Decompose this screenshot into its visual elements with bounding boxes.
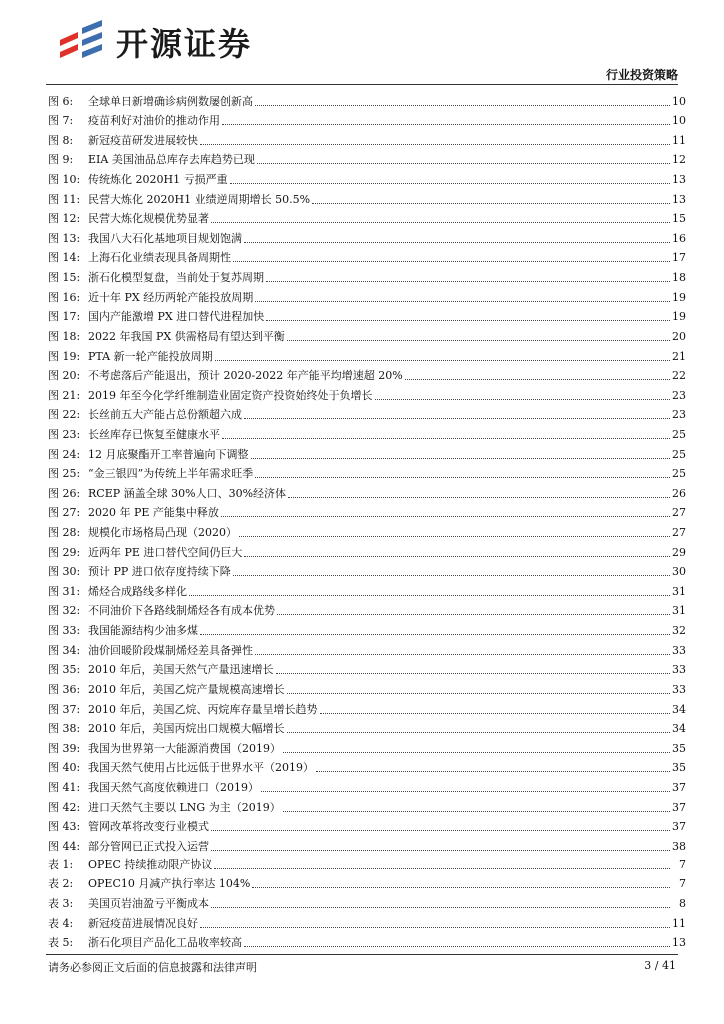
table-entry-label: 表 4:: [48, 916, 74, 930]
figure-entry-label: 图 6:: [48, 94, 74, 108]
dot-leader: [276, 673, 671, 674]
dot-leader: [214, 868, 670, 869]
table-entry-page: 13: [672, 936, 686, 950]
figure-entry[interactable]: [48, 403, 686, 423]
table-entry-label: 表 2:: [48, 877, 74, 891]
figure-entry[interactable]: [48, 364, 686, 384]
dot-leader: [233, 575, 670, 576]
figure-entry-title[interactable]: 不同油价下各路线制烯烃各有成本优势: [88, 604, 275, 618]
table-entry-page: 7: [679, 877, 686, 891]
table-entry[interactable]: [48, 891, 686, 911]
figure-entry-label: 图 38:: [48, 722, 81, 736]
figure-entry-label: 图 12:: [48, 212, 81, 226]
figure-entry-title[interactable]: 规模化市场格局凸现（2020）: [88, 526, 237, 540]
figure-entry-title[interactable]: 近十年 PX 经历两轮产能投放周期: [88, 290, 254, 304]
table-entry-title[interactable]: OPEC 持续推动限产协议: [88, 857, 213, 871]
figure-entry[interactable]: [48, 560, 686, 580]
figure-entry-label: 图 13:: [48, 231, 81, 245]
footer-divider: [46, 954, 678, 955]
figure-entry-label: 图 24:: [48, 447, 81, 461]
figure-entry-title[interactable]: EIA 美国油品总库存去库趋势已现: [88, 153, 255, 167]
figure-entry-page: 25: [672, 427, 686, 441]
figure-entry-label: 图 16:: [48, 290, 81, 304]
figure-entry-label: 图 26:: [48, 486, 81, 500]
figure-entry[interactable]: [48, 383, 686, 403]
figure-entry[interactable]: [48, 109, 686, 129]
dot-leader: [222, 124, 670, 125]
figure-entry-label: 图 25:: [48, 467, 81, 481]
figure-entry-page: 30: [672, 565, 686, 579]
figure-entry-page: 38: [672, 839, 686, 853]
dot-leader: [221, 516, 670, 517]
figure-entry-title[interactable]: 新冠疫苗研发进展较快: [88, 133, 198, 147]
table-entry-title[interactable]: OPEC10 月减产执行率达 104%: [88, 877, 251, 891]
table-entry[interactable]: [48, 852, 686, 872]
figure-entry-page: 17: [672, 251, 686, 265]
figure-entry-page: 25: [672, 447, 686, 461]
figure-entry[interactable]: [48, 736, 686, 756]
figure-entry-page: 22: [672, 369, 686, 383]
figure-entry-page: 37: [672, 820, 686, 834]
figure-entry-title[interactable]: 民营大炼化规模优势显著: [88, 212, 209, 226]
figure-entry-title[interactable]: 进口天然气主要以 LNG 为主（2019）: [88, 800, 281, 814]
figure-entry-label: 图 37:: [48, 702, 81, 716]
figure-entry-title[interactable]: “金三银四”为传统上半年需求旺季: [88, 467, 254, 481]
figure-index: [48, 89, 686, 854]
table-entry-label: 表 1:: [48, 857, 74, 871]
figure-entry-page: 33: [672, 682, 686, 696]
table-entry-page: 7: [679, 857, 686, 871]
table-entry-title[interactable]: 浙石化项目产品化工品收率较高: [88, 936, 242, 950]
dot-leader: [233, 261, 670, 262]
dot-leader: [277, 614, 670, 615]
figure-entry-title[interactable]: 我国天然气使用占比远低于世界水平（2019）: [88, 761, 314, 775]
report-category: 行业投资策略: [605, 68, 678, 82]
figure-entry[interactable]: [48, 815, 686, 835]
figure-entry-page: 12: [672, 153, 686, 167]
figure-entry[interactable]: [48, 540, 686, 560]
figure-entry-page: 15: [672, 212, 686, 226]
figure-entry[interactable]: [48, 834, 686, 854]
table-entry-label: 表 3:: [48, 897, 74, 911]
figure-entry-label: 图 30:: [48, 565, 81, 579]
figure-entry-title[interactable]: 不考虑落后产能退出，预计 2020-2022 年产能平均增速超 20%: [88, 369, 403, 383]
figure-entry-title[interactable]: 传统炼化 2020H1 亏损严重: [88, 173, 228, 187]
figure-entry[interactable]: [48, 638, 686, 658]
table-entry-label: 表 5:: [48, 936, 74, 950]
figure-entry-page: 21: [672, 349, 686, 363]
dot-leader: [255, 301, 670, 302]
figure-entry-title[interactable]: 浙石化模型复盘，当前处于复苏周期: [88, 271, 264, 285]
figure-entry-page: 35: [672, 761, 686, 775]
dot-leader: [211, 850, 670, 851]
header-divider: [46, 84, 678, 85]
figure-entry[interactable]: [48, 795, 686, 815]
dot-leader: [316, 771, 670, 772]
dot-leader: [200, 634, 670, 635]
figure-entry-label: 图 17:: [48, 310, 81, 324]
figure-entry-page: 33: [672, 663, 686, 677]
figure-entry[interactable]: [48, 148, 686, 168]
figure-entry-label: 图 42:: [48, 800, 81, 814]
figure-entry-page: 13: [672, 192, 686, 206]
figure-entry-page: 10: [672, 94, 686, 108]
figure-entry-title[interactable]: 上海石化业绩表现具备周期性: [88, 251, 231, 265]
figure-entry[interactable]: [48, 775, 686, 795]
figure-entry-label: 图 18:: [48, 329, 81, 343]
dot-leader: [244, 242, 670, 243]
figure-entry-page: 13: [672, 173, 686, 187]
figure-entry-label: 图 20:: [48, 369, 81, 383]
dot-leader: [257, 163, 670, 164]
dot-leader: [251, 458, 671, 459]
figure-entry[interactable]: [48, 89, 686, 109]
figure-entry[interactable]: [48, 579, 686, 599]
figure-entry-title[interactable]: 2010 年后，美国丙烷出口规模大幅增长: [88, 722, 285, 736]
figure-entry-label: 图 44:: [48, 839, 81, 853]
table-entry-title[interactable]: 新冠疫苗进展情况良好: [88, 916, 198, 930]
figure-entry[interactable]: [48, 344, 686, 364]
figure-entry-label: 图 21:: [48, 388, 81, 402]
dot-leader: [211, 222, 670, 223]
figure-entry-page: 27: [672, 506, 686, 520]
figure-entry-title[interactable]: 2020 年 PE 产能集中释放: [88, 506, 219, 520]
company-name: 开源证券: [116, 25, 253, 63]
table-index: [48, 852, 686, 950]
figure-entry-label: 图 10:: [48, 173, 81, 187]
figure-entry[interactable]: [48, 442, 686, 462]
dot-leader: [312, 203, 670, 204]
figure-entry-title[interactable]: 2010 年后，美国乙烷产量规模高速增长: [88, 682, 285, 696]
figure-entry-page: 29: [672, 545, 686, 559]
figure-entry[interactable]: [48, 697, 686, 717]
figure-entry-page: 16: [672, 231, 686, 245]
figure-entry[interactable]: [48, 717, 686, 737]
dot-leader: [255, 477, 670, 478]
figure-entry-page: 31: [672, 584, 686, 598]
figure-entry-title[interactable]: 民营大炼化 2020H1 业绩逆周期增长 50.5%: [88, 192, 311, 206]
figure-entry-label: 图 7:: [48, 114, 74, 128]
figure-entry-page: 10: [672, 114, 686, 128]
figure-entry-label: 图 11:: [48, 192, 81, 206]
dot-leader: [211, 907, 670, 908]
figure-entry-title[interactable]: 我国为世界第一大能源消费国（2019）: [88, 741, 281, 755]
figure-entry-title[interactable]: 2010 年后，美国乙烷、丙烷库存量呈增长趋势: [88, 702, 318, 716]
figure-entry-label: 图 29:: [48, 545, 81, 559]
figure-entry-title[interactable]: 长丝前五大产能占总份额超六成: [88, 408, 242, 422]
figure-entry-page: 34: [672, 702, 686, 716]
figure-entry-title[interactable]: 近两年 PE 进口替代空间仍巨大: [88, 545, 243, 559]
dot-leader: [375, 399, 671, 400]
page-number: 3 / 41: [644, 959, 676, 972]
figure-entry-title[interactable]: 预计 PP 进口依存度持续下降: [88, 565, 231, 579]
dot-leader: [261, 791, 670, 792]
figure-entry-label: 图 43:: [48, 820, 81, 834]
figure-entry[interactable]: [48, 677, 686, 697]
figure-entry-label: 图 22:: [48, 408, 81, 422]
figure-entry[interactable]: [48, 658, 686, 678]
figure-entry[interactable]: [48, 462, 686, 482]
figure-entry-label: 图 28:: [48, 526, 81, 540]
table-entry-title[interactable]: 美国页岩油盈亏平衡成本: [88, 897, 209, 911]
dot-leader: [255, 105, 670, 106]
figure-entry[interactable]: [48, 501, 686, 521]
dot-leader: [244, 418, 670, 419]
dot-leader: [405, 379, 670, 380]
dot-leader: [239, 536, 670, 537]
figure-entry-title[interactable]: 疫苗利好对油价的推动作用: [88, 114, 220, 128]
figure-entry[interactable]: [48, 285, 686, 305]
figure-entry-title[interactable]: PTA 新一轮产能投放周期: [88, 349, 213, 363]
figure-entry-label: 图 39:: [48, 741, 81, 755]
figure-entry-label: 图 31:: [48, 584, 81, 598]
figure-entry-title[interactable]: 油价回暖阶段煤制烯烃差具备弹性: [88, 643, 253, 657]
figure-entry[interactable]: [48, 305, 686, 325]
figure-entry[interactable]: [48, 481, 686, 501]
figure-entry-title[interactable]: 全球单日新增确诊病例数屡创新高: [88, 94, 253, 108]
figure-entry-page: 37: [672, 780, 686, 794]
figure-entry-label: 图 19:: [48, 349, 81, 363]
figure-entry[interactable]: [48, 422, 686, 442]
dot-leader: [255, 654, 670, 655]
figure-entry[interactable]: [48, 128, 686, 148]
footer-disclaimer: 请务必参阅正文后面的信息披露和法律声明: [48, 961, 257, 974]
dot-leader: [189, 595, 670, 596]
dot-leader: [288, 497, 670, 498]
figure-entry-page: 18: [672, 271, 686, 285]
dot-leader: [230, 183, 670, 184]
figure-entry-label: 图 23:: [48, 427, 81, 441]
figure-entry[interactable]: [48, 265, 686, 285]
figure-entry-page: 34: [672, 722, 686, 736]
figure-entry-label: 图 34:: [48, 643, 81, 657]
figure-entry-page: 35: [672, 741, 686, 755]
figure-entry[interactable]: [48, 756, 686, 776]
figure-entry[interactable]: [48, 207, 686, 227]
figure-entry-label: 图 8:: [48, 133, 74, 147]
figure-entry-page: 33: [672, 643, 686, 657]
figure-entry-page: 31: [672, 604, 686, 618]
dot-leader: [287, 340, 670, 341]
figure-entry-page: 27: [672, 526, 686, 540]
dot-leader: [215, 360, 670, 361]
table-entry[interactable]: [48, 931, 686, 951]
figure-entry-title[interactable]: 管网改革将改变行业模式: [88, 820, 209, 834]
figure-entry-label: 图 33:: [48, 624, 81, 638]
table-entry-page: 11: [672, 916, 686, 930]
figure-entry-page: 23: [672, 388, 686, 402]
figure-entry-page: 25: [672, 467, 686, 481]
dot-leader: [244, 556, 670, 557]
figure-entry-title[interactable]: 部分管网已正式投入运营: [88, 839, 209, 853]
table-entry[interactable]: [48, 872, 686, 892]
dot-leader: [283, 811, 670, 812]
dot-leader: [287, 693, 671, 694]
logo-mark-icon: [56, 18, 110, 66]
dot-leader: [287, 732, 671, 733]
figure-entry-title[interactable]: 2019 年至今化学纤维制造业固定资产投资始终处于负增长: [88, 388, 373, 402]
figure-entry-label: 图 27:: [48, 506, 81, 520]
figure-entry[interactable]: [48, 599, 686, 619]
figure-entry-title[interactable]: 12 月底聚酯开工率普遍向下调整: [88, 447, 249, 461]
figure-entry-page: 32: [672, 624, 686, 638]
figure-entry-page: 19: [672, 290, 686, 304]
figure-entry-title[interactable]: 国内产能激增 PX 进口替代进程加快: [88, 310, 265, 324]
dot-leader: [266, 320, 670, 321]
figure-entry-label: 图 15:: [48, 271, 81, 285]
figure-entry-label: 图 41:: [48, 780, 81, 794]
figure-entry-page: 26: [672, 486, 686, 500]
figure-entry-page: 37: [672, 800, 686, 814]
dot-leader: [200, 144, 670, 145]
figure-entry-title[interactable]: 长丝库存已恢复至健康水平: [88, 427, 220, 441]
figure-entry-label: 图 40:: [48, 761, 81, 775]
figure-entry-page: 19: [672, 310, 686, 324]
figure-entry-title[interactable]: RCEP 涵盖全球 30%人口、30%经济体: [88, 486, 287, 500]
dot-leader: [252, 887, 670, 888]
figure-entry-title[interactable]: 我国能源结构少油多煤: [88, 624, 198, 638]
figure-entry-title[interactable]: 我国天然气高度依赖进口（2019）: [88, 780, 259, 794]
figure-entry[interactable]: [48, 167, 686, 187]
figure-entry[interactable]: [48, 187, 686, 207]
figure-entry-label: 图 14:: [48, 251, 81, 265]
figure-entry-title[interactable]: 2022 年我国 PX 供需格局有望达到平衡: [88, 329, 285, 343]
dot-leader: [320, 713, 671, 714]
figure-entry-title[interactable]: 烯烃合成路线多样化: [88, 584, 187, 598]
figure-entry[interactable]: [48, 324, 686, 344]
figure-entry-label: 图 32:: [48, 604, 81, 618]
dot-leader: [244, 946, 670, 947]
dot-leader: [222, 438, 670, 439]
figure-entry-title[interactable]: 2010 年后，美国天然气产量迅速增长: [88, 663, 274, 677]
dot-leader: [200, 927, 670, 928]
dot-leader: [266, 281, 670, 282]
figure-entry-title[interactable]: 我国八大石化基地项目规划饱满: [88, 231, 242, 245]
figure-entry-label: 图 36:: [48, 682, 81, 696]
figure-entry-page: 11: [672, 133, 686, 147]
figure-entry[interactable]: [48, 226, 686, 246]
figure-entry-page: 20: [672, 329, 686, 343]
table-entry[interactable]: [48, 911, 686, 931]
table-entry-page: 8: [679, 897, 686, 911]
figure-entry[interactable]: [48, 520, 686, 540]
company-logo: [56, 18, 252, 66]
figure-entry-label: 图 35:: [48, 663, 81, 677]
figure-entry-label: 图 9:: [48, 153, 74, 167]
dot-leader: [211, 830, 670, 831]
dot-leader: [283, 752, 670, 753]
figure-entry[interactable]: [48, 618, 686, 638]
figure-entry[interactable]: [48, 246, 686, 266]
figure-entry-page: 23: [672, 408, 686, 422]
